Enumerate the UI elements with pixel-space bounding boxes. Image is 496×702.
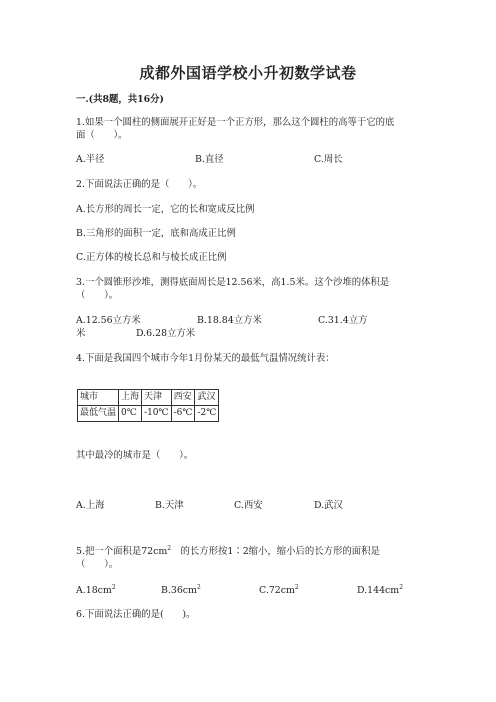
q5-option-a — [76, 584, 116, 597]
section-heading: 一.(共8题，共16分) — [76, 94, 164, 105]
table-cell: -10℃ — [142, 406, 172, 422]
q5-option-c-sup: 2 — [294, 584, 299, 591]
q5-stem-line1 — [76, 545, 380, 558]
table-cell: -2℃ — [195, 406, 219, 422]
q4-question: 其中最冷的城市是（ ）。 — [76, 450, 194, 461]
q5-option-d-text: D.144cm — [357, 585, 400, 596]
q5-option-d — [357, 584, 403, 597]
q6-stem: 6.下面说法正确的是( )。 — [76, 609, 196, 620]
table-cell: -6℃ — [171, 406, 195, 422]
table-cell: 城市 — [78, 390, 119, 406]
q5-option-a-text: A.18cm — [76, 585, 112, 596]
q3-stem-line1: 3.一个圆锥形沙堆，测得底面周长是12.56米，高1.5米。这个沙堆的体积是 — [76, 277, 390, 288]
q1-stem-line2: 面（ ）。 — [76, 130, 128, 141]
q5-stem-line2: （ ）。 — [76, 559, 119, 570]
table-cell: 最低气温 — [78, 406, 119, 422]
table-cell: 0℃ — [119, 406, 142, 422]
table-cell: 上海 — [119, 390, 142, 406]
q4-option-b: B.天津 — [155, 500, 184, 511]
table-header-row — [78, 390, 219, 406]
q5-superscript: 2 — [167, 545, 172, 552]
q1-stem-line1: 1.如果一个圆柱的侧面展开正好是一个正方形，那么这个圆柱的高等于它的底 — [76, 117, 395, 128]
q4-option-d: D.武汉 — [314, 500, 343, 511]
q3-option-c: C.31.4立方 — [318, 315, 368, 326]
table-row — [78, 406, 219, 422]
q3-option-c-wrap: 米 — [76, 328, 86, 339]
q1-option-b: B.直径 — [195, 154, 224, 165]
q3-option-b: B.18.84立方米 — [197, 315, 262, 326]
q3-stem-line2: （ ）。 — [76, 290, 119, 301]
q4-option-a: A.上海 — [76, 500, 105, 511]
q5-option-b — [161, 584, 201, 597]
q5-option-b-text: B.36cm — [161, 585, 197, 596]
table-cell: 天津 — [142, 390, 172, 406]
q1-option-a: A.半径 — [76, 154, 105, 165]
page-title: 成都外国语学校小升初数学试卷 — [139, 64, 357, 82]
q5-option-b-sup: 2 — [196, 584, 201, 591]
q4-option-c: C.西安 — [234, 500, 263, 511]
q2-stem: 2.下面说法正确的是（ ）。 — [76, 179, 203, 190]
table-cell: 西安 — [171, 390, 195, 406]
q5-option-a-sup: 2 — [111, 584, 116, 591]
table-cell: 武汉 — [195, 390, 219, 406]
temperature-table — [77, 389, 219, 422]
q1-option-c: C.周长 — [314, 154, 343, 165]
q2-option-a: A.长方形的周长一定，它的长和宽成反比例 — [76, 204, 255, 215]
q5-option-c — [259, 584, 299, 597]
q3-option-a: A.12.56立方米 — [76, 315, 141, 326]
q4-stem: 4.下面是我国四个城市今年1月份某天的最低气温情况统计表： — [76, 353, 335, 364]
q5-option-d-sup: 2 — [399, 584, 404, 591]
q2-option-b: B.三角形的面积一定，底和高成正比例 — [76, 228, 236, 239]
q5-option-c-text: C.72cm — [259, 585, 295, 596]
q5-stem-part2: 的长方形按1∶2缩小，缩小后的长方形的面积是 — [180, 546, 380, 557]
q2-option-c: C.正方体的棱长总和与棱长成正比例 — [76, 252, 227, 263]
q5-stem-part1: 5.把一个面积是72cm — [76, 546, 168, 557]
q3-option-d: D.6.28立方米 — [136, 328, 196, 339]
